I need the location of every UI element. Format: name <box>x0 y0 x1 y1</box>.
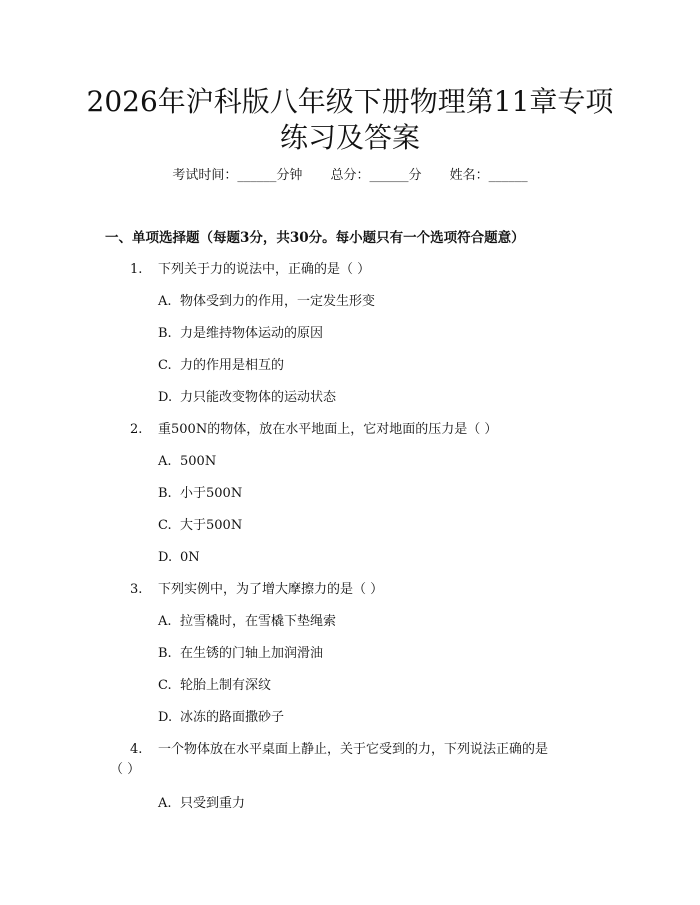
question-1-option-b <box>158 324 323 344</box>
option-text: 小于500N <box>180 486 243 501</box>
question-3-option-d <box>158 708 284 728</box>
option-text: 只受到重力 <box>180 796 246 811</box>
exam-info <box>0 166 700 186</box>
option-letter: B. <box>158 646 172 661</box>
title-line-1: 2026年沪科版八年级下册物理第11章专项 <box>86 85 614 118</box>
question-2-option-a <box>158 452 216 472</box>
question-text: 重500N的物体，放在水平地面上，它对地面的压力是（ ） <box>158 422 498 437</box>
question-1-option-c <box>158 356 284 376</box>
option-text: 在生锈的门轴上加润滑油 <box>180 646 324 661</box>
question-text: 下列实例中，为了增大摩擦力的是（ ） <box>158 582 384 597</box>
exam-time-field: 考试时间：______分钟 <box>172 168 303 183</box>
question-text-line-2: （ ） <box>110 762 141 777</box>
student-name-field: 姓名：______ <box>449 168 528 183</box>
question-text-line-1: 一个物体放在水平桌面上静止，关于它受到的力，下列说法正确的是 <box>158 742 549 757</box>
document-title <box>60 84 640 156</box>
question-2-option-d <box>158 548 200 568</box>
question-number: 2. <box>130 422 143 437</box>
option-letter: A. <box>158 796 172 811</box>
option-text: 500N <box>180 454 217 469</box>
question-2-option-c <box>158 516 242 536</box>
option-text: 轮胎上制有深纹 <box>180 678 272 693</box>
section-heading: 一、单项选择题（每题3分，共30分。每小题只有一个选项符合题意） <box>105 230 525 246</box>
question-3-option-a <box>158 612 336 632</box>
question-4-option-a <box>158 794 245 814</box>
question-1-option-a <box>158 292 375 312</box>
option-letter: C. <box>158 358 172 373</box>
question-1-option-d <box>158 388 336 408</box>
option-letter: A. <box>158 614 172 629</box>
question-text: 下列关于力的说法中，正确的是（ ） <box>158 262 371 277</box>
option-letter: D. <box>158 390 173 405</box>
question-2-option-b <box>158 484 242 504</box>
option-letter: A. <box>158 294 172 309</box>
option-text: 拉雪橇时，在雪橇下垫绳索 <box>180 614 337 629</box>
option-letter: D. <box>158 710 173 725</box>
question-number: 4. <box>130 742 143 757</box>
option-text: 0N <box>180 550 200 565</box>
option-letter: B. <box>158 326 172 341</box>
option-text: 冰冻的路面撒砂子 <box>180 710 285 725</box>
option-text: 力是维持物体运动的原因 <box>180 326 324 341</box>
question-3-option-b <box>158 644 323 664</box>
option-text: 物体受到力的作用，一定发生形变 <box>180 294 376 309</box>
total-score-field: 总分：______分 <box>330 168 422 183</box>
option-letter: A. <box>158 454 172 469</box>
question-number: 3. <box>130 582 143 597</box>
option-letter: C. <box>158 678 172 693</box>
option-letter: B. <box>158 486 172 501</box>
title-line-2: 练习及答案 <box>279 121 420 154</box>
question-3-option-c <box>158 676 271 696</box>
option-text: 大于500N <box>180 518 243 533</box>
option-text: 力只能改变物体的运动状态 <box>180 390 337 405</box>
option-text: 力的作用是相互的 <box>180 358 285 373</box>
option-letter: D. <box>158 550 173 565</box>
question-number: 1. <box>130 262 143 277</box>
option-letter: C. <box>158 518 172 533</box>
